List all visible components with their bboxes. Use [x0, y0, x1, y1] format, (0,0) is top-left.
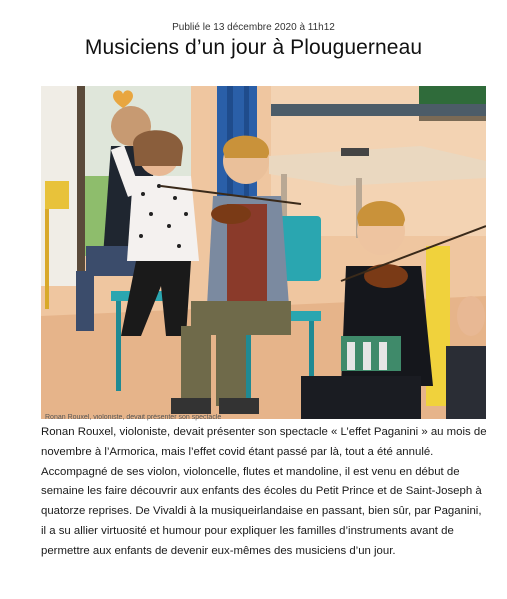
article-title: Musiciens d’un jour à Plouguerneau [84, 36, 423, 59]
article-photo [41, 86, 486, 419]
photo-caption: Ronan Rouxel, violoniste, devait présenter son spectacle [45, 414, 222, 421]
article-body: Ronan Rouxel, violoniste, devait présenter son spectacle « L’effet Paganini » au mois de novembre à l’Armorica, mais l’effet covid étant passé par là, tout a été annulé. Accompagné de ses violon, violoncelle, flutes et mandoline, il est venu en début de semaine les faire découvrir aux enfants des écoles du Petit Prince et de Saint-Joseph à quatorze reprises. De Vivaldi à la musiqueirlandaise en passant, bien sûr, par Paganini, il a su allier virtuosité et humour pour expliquer les familles d’instruments avant de permettre aux enfants de devenir eux-mêmes des musiciens d’un jour. [41, 426, 487, 557]
publish-date: Publié le 13 décembre 2020 à 11h12 [172, 22, 335, 33]
